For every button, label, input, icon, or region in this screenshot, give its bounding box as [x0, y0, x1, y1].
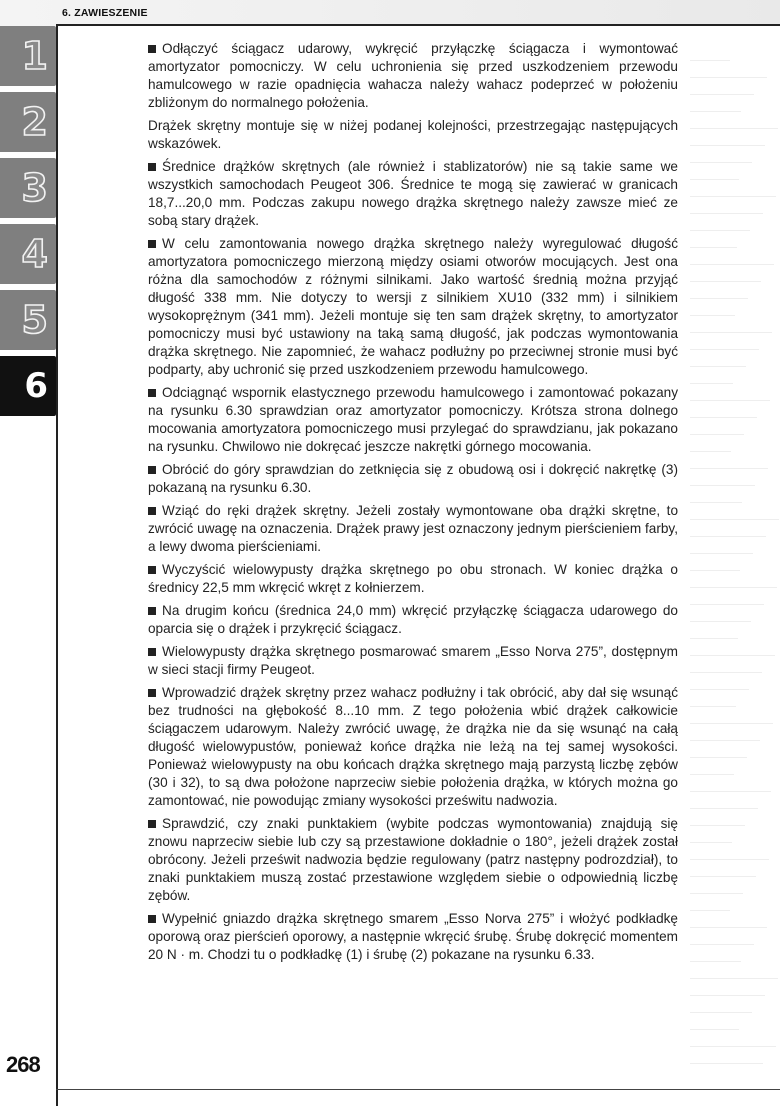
footer-rule [56, 1089, 780, 1090]
bullet-icon [148, 689, 156, 697]
bleed-through [690, 0, 780, 1106]
bleed-line [690, 961, 741, 962]
bullet-icon [148, 915, 156, 923]
bleed-line [690, 910, 730, 911]
chapter-tab-4[interactable] [0, 224, 56, 284]
bleed-line [690, 1012, 752, 1013]
bleed-line [690, 519, 779, 520]
page-number: 268 [6, 1052, 40, 1077]
bleed-line [690, 536, 766, 537]
bullet-icon [148, 820, 156, 828]
bleed-line [690, 621, 751, 622]
bleed-line [690, 162, 752, 163]
paragraph: Obrócić do góry sprawdzian do zetknięcia się z obudową osi i dokręcić nakrętkę (3) pokazaną na rysunku 6.30. [148, 462, 678, 495]
bleed-line [690, 417, 757, 418]
body-text [148, 40, 678, 969]
bleed-line [690, 876, 756, 877]
bullet-icon [148, 507, 156, 515]
paragraph: Wziąć do ręki drążek skrętny. Jeżeli zostały wymontowane oba drążki skrętne, to zwrócić uwagę na oznaczenia. Drążek prawy jest oznaczony jednym pierścieniem farby, a lewy dwoma pierścieniami. [148, 503, 678, 554]
bleed-line [690, 111, 741, 112]
chapter-tab-label: 2 [21, 100, 48, 144]
bleed-line [690, 893, 743, 894]
paragraph: Odłączyć ściągacz udarowy, wykręcić przyłączkę ściągacza i wymontować amortyzator pomocniczy. W celu uchronienia się przed uszkodzeniem przewodu hamulcowego w razie opadnięcia wahacza należy wahacz podeprzeć w położeniu zbliżonym do normalnego położenia. [148, 41, 678, 110]
chapter-tab-label: 1 [21, 34, 48, 78]
bleed-line [690, 655, 775, 656]
bleed-line [690, 604, 764, 605]
bleed-line [690, 1029, 739, 1030]
bleed-line [690, 332, 772, 333]
bleed-line [690, 179, 739, 180]
header-rule [56, 24, 780, 26]
paragraph: Wprowadzić drążek skrętny przez wahacz podłużny i tak obrócić, aby dał się wsunąć bez trudności na głębokość 8...10 mm. Z tego położenia wbić drążek całkowicie ściągaczem udarowym. Należy zwrócić uwagę, że drążka nie da się wsunąć na całą długość wielowypustów, ponieważ końce drążka nie leżą na tej samej wysokości. Ponieważ wielowypusty na obu końcach drążka skrętnego mają parzystą liczbę zębów (30 i 32), to są dwa położone naprzeciw siebie położenia drążka, w których można go zamontować, nie powodując zmiany wysokości prześwitu nadwozia. [148, 685, 678, 808]
bleed-line [690, 468, 768, 469]
bleed-line [690, 723, 773, 724]
bullet-icon [148, 566, 156, 574]
bleed-line [690, 944, 754, 945]
chapter-tab-label: 5 [21, 298, 48, 342]
bleed-line [690, 434, 744, 435]
paragraph: Wypełnić gniazdo drążka skrętnego smarem „Esso Norva 275” i włożyć podkładkę oporową oraz pierścień oporowy, a następnie wkręcić śrubę. Śrubę dokręcić momentem 20 N · m. Chodzi tu o podkładkę (1) i śrubę (2) pokazane na rysunku 6.33. [148, 911, 678, 962]
chapter-tabs [0, 26, 56, 422]
bleed-line [690, 638, 738, 639]
bleed-line [690, 995, 765, 996]
bullet-icon [148, 45, 156, 53]
paragraph: Sprawdzić, czy znaki punktakiem (wybite podczas wymontowania) znajdują się znowu naprzeciw siebie lub czy są przestawione dokładnie o 180°, jeżeli drążek został obrócony. Jeżeli prześwit nadwozia będzie regulowany (patrz następny podrozdział), to znaki punktakiem muszą zostać przestawione względem siebie o odpowiednią liczbę zębów. [148, 816, 678, 903]
bleed-line [690, 502, 742, 503]
bleed-line [690, 485, 755, 486]
paragraph: W celu zamontowania nowego drążka skrętnego należy wyregulować długość amortyzatora pomocniczego mierzoną między osiami otworów mocujących. Jest ona różna dla samochodów z różnymi silnikami. Jako wartość średnią można przyjąć długość 338 mm. Nie dotyczy to wersji z silnikiem XU10 (332 mm) i silnikiem wysokoprężnym (341 mm). Jeżeli montuje się ten sam drążek skrętny, to amortyzator pomocniczy musi być ustawiony na taką samą długość, jak podczas wymontowania drążka skrętnego. Nie zapomnieć, że wahacz podłużny po przeciwnej stronie musi być podparty, aby uchronić się przed uszkodzeniem przewodu hamulcowego. [148, 236, 678, 377]
bleed-line [690, 213, 763, 214]
bleed-line [690, 740, 760, 741]
paragraph: Średnice drążków skrętnych (ale również i stablizatorów) nie są takie same we wszystkich samochodach Peugeot 306. Średnice te mogą się zawierać w granicach 18,7...20,0 mm. Podczas zakupu nowego drążka skrętnego należy zawsze mieć ze sobą stary drążek. [148, 159, 678, 228]
bullet-icon [148, 648, 156, 656]
bleed-line [690, 349, 759, 350]
bleed-line [690, 315, 735, 316]
bleed-line [690, 128, 778, 129]
bleed-line [690, 859, 769, 860]
paragraph: Na drugim końcu (średnica 24,0 mm) wkręcić przyłączkę ściągacza udarowego do oparcia się o drążek i przykręcić ściągacz. [148, 603, 678, 636]
paragraph: Wielowypusty drążka skrętnego posmarować smarem „Esso Norva 275”, dostępnym w sieci stacji firmy Peugeot. [148, 644, 678, 677]
bullet-icon [148, 240, 156, 248]
chapter-tab-1[interactable] [0, 26, 56, 86]
bleed-line [690, 825, 745, 826]
bullet-icon [148, 607, 156, 615]
bleed-line [690, 774, 734, 775]
bleed-line [690, 230, 750, 231]
margin-rule [56, 24, 58, 1106]
chapter-tab-6[interactable] [0, 356, 56, 416]
bleed-line [690, 77, 767, 78]
chapter-tab-3[interactable] [0, 158, 56, 218]
bleed-line [690, 247, 737, 248]
bleed-line [690, 842, 732, 843]
bleed-line [690, 383, 733, 384]
bleed-line [690, 689, 749, 690]
bleed-line [690, 706, 736, 707]
chapter-tab-2[interactable] [0, 92, 56, 152]
bullet-icon [148, 466, 156, 474]
bleed-line [690, 196, 776, 197]
chapter-title: 6. ZAWIESZENIE [62, 7, 148, 19]
bleed-line [690, 145, 765, 146]
bleed-line [690, 757, 747, 758]
bullet-icon [148, 163, 156, 171]
bullet-icon [148, 389, 156, 397]
bleed-line [690, 1063, 763, 1064]
chapter-tab-label: 3 [21, 166, 48, 210]
bleed-line [690, 94, 754, 95]
bleed-line [690, 281, 761, 282]
paragraph: Drążek skrętny montuje się w niżej podanej kolejności, przestrzegając następujących wskazówek. [148, 118, 678, 151]
bleed-line [690, 1046, 776, 1047]
bleed-line [690, 298, 748, 299]
bleed-line [690, 451, 731, 452]
bleed-line [690, 553, 753, 554]
bleed-line [690, 927, 767, 928]
bleed-line [690, 60, 730, 61]
chapter-tab-5[interactable] [0, 290, 56, 350]
paragraph: Wyczyścić wielowypusty drążka skrętnego po obu stronach. W koniec drążka o średnicy 22,5 mm wkręcić wkręt z kołnierzem. [148, 562, 678, 595]
bleed-line [690, 264, 774, 265]
bleed-line [690, 808, 758, 809]
bleed-line [690, 366, 746, 367]
bleed-line [690, 672, 762, 673]
bleed-line [690, 791, 771, 792]
bleed-line [690, 587, 777, 588]
chapter-tab-label: 4 [21, 232, 48, 276]
paragraph: Odciągnąć wspornik elastycznego przewodu hamulcowego i zamontować pokazany na rysunku 6.30 sprawdzian oraz amortyzator pomocniczy. Krótsza strona dolnego mocowania amortyzatora pomocniczego musi przylegać do sprawdzianu, jak pokazano na rysunku. Chwilowo nie dokręcać jeszcze nakrętki górnego mocowania. [148, 385, 678, 454]
bleed-line [690, 978, 778, 979]
bleed-line [690, 570, 740, 571]
bleed-line [690, 400, 770, 401]
chapter-tab-label: 6 [24, 366, 48, 406]
